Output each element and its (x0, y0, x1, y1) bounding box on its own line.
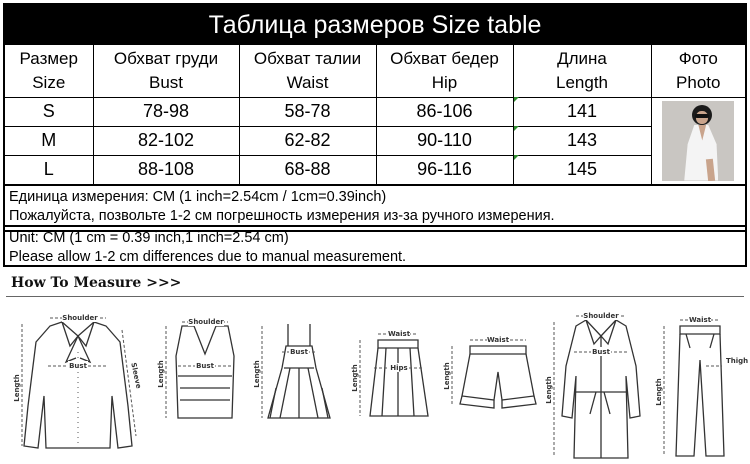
table-row (5, 155, 745, 184)
label-bust: Bust (69, 362, 87, 370)
cell-waist: 62-82 (239, 126, 376, 155)
cell-waist: 68-88 (239, 155, 376, 184)
label-length: Length (655, 378, 663, 406)
cell-marker-icon (514, 155, 519, 160)
label-bust: Bust (290, 348, 308, 356)
label-length: Length (157, 360, 165, 388)
note-ru-tolerance: Пожалуйста, позвольте 1-2 см погрешность измерения из-за ручного измерения. (9, 207, 555, 224)
label-shoulder: Shoulder (188, 318, 224, 326)
diagram-coat (545, 311, 640, 458)
col-header-ru: Обхват бедер (390, 48, 499, 68)
col-header-ru: Фото (678, 48, 718, 68)
label-bust: Bust (196, 362, 214, 370)
label-waist: Waist (688, 316, 712, 324)
table-header-row (5, 45, 745, 97)
diagram-trousers (655, 315, 748, 456)
diagram-skirt (351, 329, 428, 416)
cell-hip: 86-106 (376, 97, 513, 126)
cell-bust: 82-102 (93, 126, 239, 155)
label-waist: Waist (387, 330, 411, 338)
cell-hip: 90-110 (376, 126, 513, 155)
diagram-shorts (443, 335, 536, 408)
cell-size: L (5, 155, 93, 184)
label-length: Length (253, 360, 261, 388)
diagram-blouse (13, 313, 143, 448)
cell-waist: 58-78 (239, 97, 376, 126)
note-en-unit: Unit: CM (1 cm = 0.39 inch,1 inch=2.54 cm) (9, 230, 289, 246)
cell-marker-icon (514, 97, 519, 102)
size-table-block (3, 3, 747, 232)
col-header-bust (93, 45, 239, 97)
size-table-title: Таблица размеров Size table (5, 5, 745, 45)
col-header-ru: Обхват груди (113, 48, 219, 68)
cell-length: 143 (513, 126, 651, 155)
label-thigh: Thigh (726, 357, 749, 365)
cell-length: 141 (513, 97, 651, 126)
cell-hip: 96-116 (376, 155, 513, 184)
col-header-en: Bust (148, 72, 184, 92)
col-header-ru: Размер (19, 48, 78, 68)
label-waist: Waist (486, 336, 510, 344)
col-header-en: Waist (286, 72, 329, 92)
note-en (3, 225, 747, 267)
col-header-size (5, 45, 93, 97)
label-sleeve: Sleeve (129, 361, 143, 390)
col-header-hip (376, 45, 513, 97)
cell-bust: 78-98 (93, 97, 239, 126)
measurement-diagrams (0, 296, 750, 464)
diagram-tank (157, 317, 234, 418)
cell-size: S (5, 97, 93, 126)
note-ru-unit: Единица измерения: СМ (1 inch=2.54cm / 1cm=0.39inch) (9, 188, 387, 205)
col-header-ru: Длина (557, 48, 607, 68)
label-length: Length (545, 376, 553, 404)
col-header-en: Size (32, 72, 66, 92)
label-length: Length (13, 374, 21, 402)
diagram-dress (253, 324, 330, 418)
col-header-en: Photo (676, 72, 721, 92)
table-row (5, 126, 745, 155)
col-header-waist (239, 45, 376, 97)
cell-marker-icon (514, 126, 519, 131)
col-header-en: Hip (431, 72, 458, 92)
cell-length: 145 (513, 155, 651, 184)
label-shoulder: Shoulder (583, 312, 619, 320)
col-header-photo (651, 45, 745, 97)
note-en-tolerance: Please allow 1-2 cm differences due to manual measurement. (9, 249, 407, 265)
how-to-measure-header (3, 275, 747, 295)
label-hips: Hips (390, 364, 408, 372)
cell-bust: 88-108 (93, 155, 239, 184)
size-table (5, 45, 745, 185)
label-length: Length (443, 362, 451, 390)
note-ru (5, 185, 745, 230)
col-header-length (513, 45, 651, 97)
label-length: Length (351, 364, 359, 392)
col-header-ru: Обхват талии (253, 48, 362, 68)
col-header-en: Length (556, 72, 608, 92)
how-to-measure-title: How To Measure >>> (11, 275, 182, 291)
label-bust: Bust (592, 348, 610, 356)
model-photo (662, 101, 734, 181)
label-shoulder: Shoulder (62, 314, 98, 322)
photo-cell (651, 97, 745, 184)
table-row (5, 97, 745, 126)
cell-size: M (5, 126, 93, 155)
